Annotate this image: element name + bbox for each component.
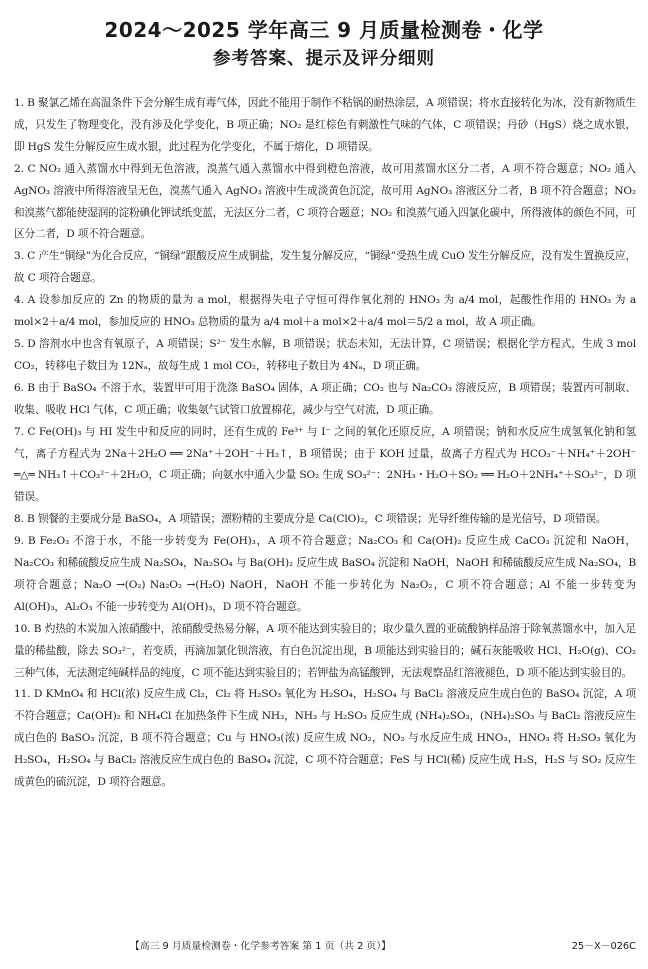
answer-5: 5. D 溶剂水中也含有氧原子，A 项错误；S²⁻ 发生水解，B 项错误；状态未知，无法计算，C 项错误；根据化学方程式，生成 3 mol CO₂，转移电子数目为 12Nₐ，故每生成 1 mol CO₂，转移电子数目为 4Nₐ，D 项正确。 bbox=[14, 337, 636, 372]
page-footer: 【高三 9 月质量检测卷・化学参考答案 第 1 页（共 2 页）】 bbox=[130, 941, 391, 952]
answer-1: 1. B 聚氯乙烯在高温条件下会分解生成有毒气体，因此不能用于制作不粘锅的耐热涂层，A 项错误；将水直接转化为冰，没有新物质生成，只发生了物理变化，没有涉及化学变化，B 项正确；NO₂ 是红棕色有刺激性气味的气体，C 项错误；丹砂（HgS）烧之成水银，即 HgS 发生分解反应生成水银，此过程为化学变化，不属于熔化，D 项错误。 bbox=[14, 97, 636, 153]
document-code: 25－X－026C bbox=[571, 941, 636, 952]
answer-11: 11. D KMnO₄ 和 HCl(浓) 反应生成 Cl₂，Cl₂ 将 H₂SO₃ 氧化为 H₂SO₄，H₂SO₄ 与 BaCl₂ 溶液反应生成白色的 BaSO₄ 沉淀，A 项不符合题意；Ca(OH)₂ 和 NH₄Cl 在加热条件下生成 NH₃，NH₃ 与 H₂SO₃ 反应生成 (NH₄)₂SO₃，(NH₄)₂SO₃ 与 BaCl₂ 溶液反应生成白色的 BaSO₃ 沉淀，B 项不符合题意；Cu 与 HNO₃(浓) 反应生成 NO₂，NO₂ 与水反应生成 HNO₃，HNO₃ 将 H₂SO₃ 氧化为 H₂SO₄，H₂SO₄ 与 BaCl₂ 溶液反应生成白色的 BaSO₄ 沉淀，C 项不符合题意；FeS 与 HCl(稀) 反应生成 H₂S，H₂S 与 SO₂ 反应生成黄色的硫沉淀，D 项符合题意。 bbox=[14, 688, 636, 789]
answer-2: 2. C NO₂ 通入蒸馏水中得到无色溶液，溴蒸气通入蒸馏水中得到橙色溶液，故可用蒸馏水区分二者，A 项不符合题意；NO₂ 通入 AgNO₃ 溶液中所得溶液呈无色，溴蒸气通入 AgNO₃ 溶液中生成淡黄色沉淀，故可用 AgNO₃ 溶液区分二者，B 项不符合题意；NO₂ 和溴蒸气都能使湿润的淀粉碘化钾试纸变蓝，无法区分二者，C 项符合题意；NO₂ 和溴蒸气通入四氯化碳中，所得液体的颜色不同，可区分二者，D 项不符合题意。 bbox=[14, 162, 636, 241]
answer-3: 3. C 产生“铜绿”为化合反应，“铜绿”跟酸反应生成铜盐，发生复分解反应，“铜绿”受热生成 CuO 发生分解反应，没有发生置换反应，故 C 项符合题意。 bbox=[14, 250, 636, 285]
answer-7: 7. C Fe(OH)₃ 与 HI 发生中和反应的同时，还有生成的 Fe³⁺ 与 I⁻ 之间的氧化还原反应，A 项错误；钠和水反应生成氢氧化钠和氢气，离子方程式为 2Na＋2H₂O ══ 2Na⁺＋2OH⁻＋H₂↑，B 项错误；由于 KOH 过量，故离子方程式为 HCO₃⁻＋NH₄⁺＋2OH⁻ ═△═ NH₃↑＋CO₃²⁻＋2H₂O，C 项正确；向氨水中通入少量 SO₂ 生成 SO₃²⁻：2NH₃・H₂O＋SO₂ ══ H₂O＋2NH₄⁺＋SO₃²⁻，D 项错误。 bbox=[14, 425, 636, 504]
answer-10: 10. B 灼热的木炭加入浓硝酸中，浓硝酸受热易分解，A 项不能达到实验目的；取少量久置的亚硫酸钠样品溶于除氧蒸馏水中，加入足量的稀盐酸，除去 SO₃²⁻，若变质，再滴加氯化钡溶液，有白色沉淀出现，B 项能达到实验目的；碱石灰能吸收 HCl、H₂O(g)、CO₂ 三种气体，无法测定纯碱样品的纯度，C 项不能达到实验目的；若钾盐为高锰酸钾，无法观察品红溶液褪色，D 项不能达到实验目的。 bbox=[14, 622, 636, 679]
page-title: 2024～2025 学年高三 9 月质量检测卷・化学 bbox=[104, 18, 544, 42]
page-subtitle: 参考答案、提示及评分细则 bbox=[213, 49, 435, 69]
answer-list bbox=[14, 93, 636, 794]
answer-9: 9. B Fe₂O₃ 不溶于水，不能一步转变为 Fe(OH)₃，A 项不符合题意；Na₂CO₃ 和 Ca(OH)₂ 反应生成 CaCO₃ 沉淀和 NaOH，Na₂CO₃ 和稀硫酸反应生成 Na₂SO₄，Na₂SO₄ 与 Ba(OH)₂ 反应生成 BaSO₄ 沉淀和 NaOH，NaOH 和稀硫酸反应生成 Na₂SO₄，B 项符合题意；Na₂O →(O₂) Na₂O₂ →(H₂O) NaOH，NaOH 不能一步转化为 Na₂O₂，C 项不符合题意；Al 不能一步转变为 Al(OH)₃，Al₂O₃ 不能一步转变为 Al(OH)₃，D 项不符合题意。 bbox=[14, 535, 636, 613]
answer-6: 6. B 由于 BaSO₄ 不溶于水，装置甲可用于洗涤 BaSO₄ 固体，A 项正确；CO₂ 也与 Na₂CO₃ 溶液反应，B 项错误；装置丙可制取、收集、吸收 HCl 气体，C 项正确；收集氨气试管口放置棉花，减少与空气对流，D 项正确。 bbox=[14, 381, 636, 416]
answer-4: 4. A 设参加反应的 Zn 的物质的量为 a mol，根据得失电子守恒可得作氧化剂的 HNO₃ 为 a/4 mol，起酸性作用的 HNO₃ 为 a mol×2＋a/4 mol，参加反应的 HNO₃ 总物质的量为 a/4 mol＋a mol×2＋a/4 mol＝5/2 a mol，故 A 项正确。 bbox=[14, 294, 636, 329]
answer-8: 8. B 钡餐的主要成分是 BaSO₄，A 项错误；漂粉精的主要成分是 Ca(ClO)₂，C 项错误；光导纤维传输的是光信号，D 项错误。 bbox=[14, 513, 607, 526]
